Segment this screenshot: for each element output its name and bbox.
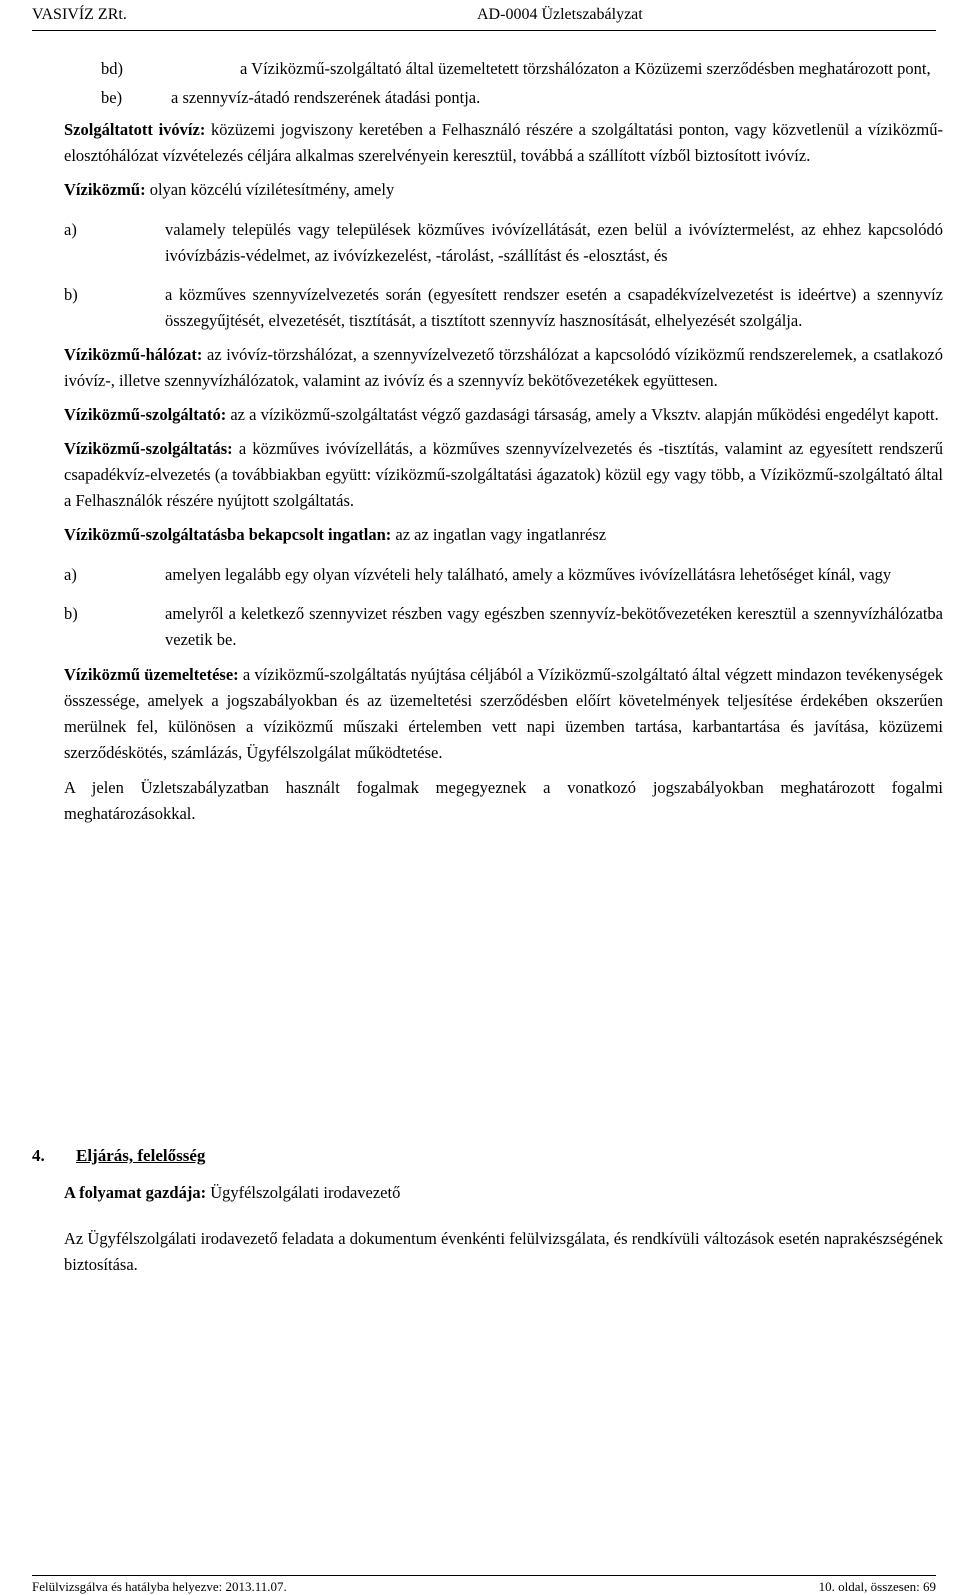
definition-text: az az ingatlan vagy ingatlanrész [391,525,607,544]
definition-text: olyan közcélú vízilétesítmény, amely [145,180,395,199]
definition-term: Víziközmű-szolgáltatásba bekapcsolt ingatlan: [64,525,392,544]
list-item [0,56,960,82]
section-body [64,1180,943,1278]
definition-szolgaltatott-ivoviz [64,117,943,169]
definition-vizikozmu [64,177,943,203]
definition-term: Víziközmű-hálózat: [64,345,203,364]
section-number: 4. [32,1146,45,1165]
list-item [64,282,943,334]
list-item-label: a) [64,565,77,584]
definition-text: az a víziközmű-szolgáltatást végző gazdasági társaság, amely a Vksztv. alapján működési engedélyt kapott. [226,405,939,424]
list-item-text: amelyen legalább egy olyan vízvételi hely található, amely a közműves ivóvízellátásra lehetőséget kínál, vagy [165,565,892,584]
closing-paragraph: A jelen Üzletszabályzatban használt fogalmak megegyeznek a vonatkozó jogszabályokban meghatározott fogalmi meghatározásokkal. [64,778,943,823]
section-paragraph: Az Ügyfélszolgálati irodavezető feladata a dokumentum évenkénti felülvizsgálata, és rendkívüli változások esetén naprakészségének biztosítása. [64,1229,943,1274]
definition-text: az ivóvíz-törzshálózat, a szennyvízelvezető törzshálózat a kapcsolódó víziközmű rendszerelemek, a csatlakozó ivóvíz-, illetve szennyvízhálózatok, valamint az ivóvíz és a szennyvíz bekötővezetékek együttesen. [64,345,943,390]
definition-term: Víziközmű-szolgáltatás: [64,439,233,458]
list-item-label: b) [64,604,78,623]
definition-szolgaltatas [64,436,943,514]
section-title: Eljárás, felelősség [76,1146,206,1165]
header-doc-title: AD-0004 Üzletszabályzat [477,6,643,23]
list-item-label: bd) [101,59,123,78]
list-item-text: a Víziközmű-szolgáltató által üzemeltetett törzshálózaton a Közüzemi szerződésben meghatározott pont, [240,59,931,78]
document-body [64,56,943,827]
process-owner-value: Ügyfélszolgálati irodavezető [206,1183,401,1202]
list-item-text: a szennyvíz-átadó rendszerének átadási pontja. [171,88,481,107]
definition-term: Víziközmű-szolgáltató: [64,405,227,424]
header-company: VASIVÍZ ZRt. [32,6,127,23]
list-item-text: a közműves szennyvízelvezetés során (egyesített rendszer esetén a csapadékvízelvezetést is ideértve) a szennyvíz összegyűjtését, elvezetését, tisztítását, a tisztított szennyvíz hasznosítását, elhelyezését szolgálja. [165,285,943,330]
definition-halozat [64,342,943,394]
definition-term: Víziközmű: [64,180,146,199]
list-item [64,217,943,269]
definition-text: a víziközmű-szolgáltatás nyújtása céljából a Víziközmű-szolgáltató által végzett mindazon tevékenységek összessége, amelyek a jogszabályokban és az üzemeltetési szerződésben előírt követelmények teljesítése érdekében okszerűen merülnek fel, különösen a víziközmű műszaki értelemben vett napi üzemben tartása, karbantartása és javítása, közüzemi szerződéskötés, számlázás, Ügyfélszolgálat működtetése. [64,665,943,762]
definition-szolgaltato [64,402,943,428]
list-item-label: b) [64,285,78,304]
definition-bekapcsolt-ingatlan [64,522,943,548]
page-number: 10. oldal, összesen: 69 [818,1579,936,1594]
footer-date: Felülvizsgálva és hatályba helyezve: 2013.11.07. [32,1579,287,1594]
list-item [64,601,943,653]
list-item-text: valamely település vagy települések közműves ivóvízellátását, ezen belül a ivóvíztermelést, az ehhez kapcsolódó ivóvízbázis-védelmet, az ivóvízkezelést, -tárolást, -szállítást és -elosztást, és [165,220,943,265]
definition-term: Víziközmű üzemeltetése: [64,665,239,684]
list-item [64,562,943,588]
list-item-label: a) [64,220,77,239]
definition-text: a közműves ivóvízellátás, a közműves szennyvízelvezetés és -tisztítás, valamint az egyesített rendszerű csapadékvíz-elvezetés (a továbbiakban együtt: víziközmű-szolgáltatási ágazatok) közül egy vagy több, a Víziközmű-szolgáltató által a Felhasználók részére nyújtott szolgáltatás. [64,439,943,510]
definition-term: Szolgáltatott ivóvíz: [64,120,206,139]
definition-uzemeltetes [64,662,943,766]
process-owner [64,1180,943,1206]
page-header [32,3,936,31]
page-footer [32,1575,936,1594]
list-item-label: be) [101,88,123,107]
list-item-text: amelyről a keletkező szennyvizet részben vagy egészben szennyvíz-bekötővezetéken keresztül a szennyvízhálózatba vezetik be. [165,604,943,649]
list-item [0,85,943,111]
process-owner-label: A folyamat gazdája: [64,1183,207,1202]
definition-text: közüzemi jogviszony keretében a Felhasználó részére a szolgáltatási ponton, vagy közvetlenül a víziközmű-elosztóhálózat vízvételezés céljára alkalmas szerelvényein keresztül, továbbá a szállított vízből biztosított ivóvíz. [64,120,943,165]
